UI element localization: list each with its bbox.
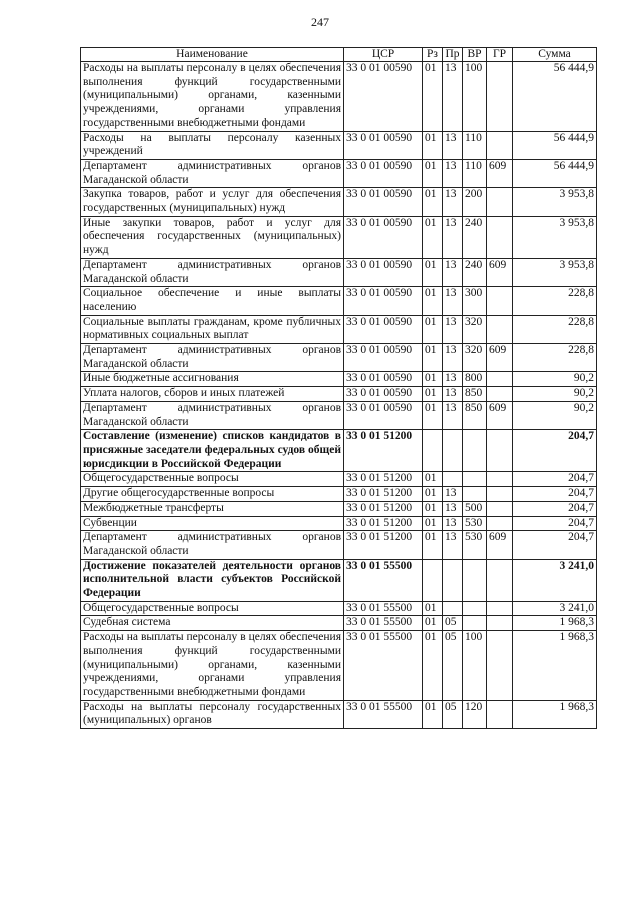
vr-cell: 100 <box>463 631 487 701</box>
csr-cell: 33 0 01 00590 <box>344 387 423 402</box>
budget-table <box>80 47 597 729</box>
sum-cell: 3 953,8 <box>513 216 597 258</box>
vr-cell: 240 <box>463 258 487 286</box>
sum-cell: 3 953,8 <box>513 188 597 216</box>
pr-cell: 13 <box>443 131 463 159</box>
table-row <box>81 430 597 472</box>
name-cell: Общегосударственные вопросы <box>81 472 344 487</box>
rz-cell: 01 <box>423 258 443 286</box>
table-row <box>81 315 597 343</box>
sum-cell: 56 444,9 <box>513 62 597 132</box>
gr-cell <box>487 188 513 216</box>
gr-cell <box>487 216 513 258</box>
pr-cell: 05 <box>443 700 463 728</box>
gr-cell <box>487 287 513 315</box>
pr-cell: 13 <box>443 159 463 187</box>
table-row <box>81 601 597 616</box>
name-cell: Департамент административных органов Магаданской области <box>81 344 344 372</box>
csr-cell: 33 0 01 55500 <box>344 616 423 631</box>
vr-cell: 850 <box>463 387 487 402</box>
name-cell: Иные бюджетные ассигнования <box>81 372 344 387</box>
name-cell: Достижение показателей деятельности органов исполнительной власти субъектов Российской Федерации <box>81 559 344 601</box>
rz-cell: 01 <box>423 216 443 258</box>
gr-cell <box>487 616 513 631</box>
table-body <box>81 62 597 729</box>
name-cell: Социальные выплаты гражданам, кроме публичных нормативных социальных выплат <box>81 315 344 343</box>
gr-cell <box>487 487 513 502</box>
header-rz: Рз <box>423 48 443 62</box>
pr-cell <box>443 559 463 601</box>
table-row <box>81 287 597 315</box>
pr-cell: 13 <box>443 344 463 372</box>
rz-cell: 01 <box>423 401 443 429</box>
csr-cell: 33 0 01 51200 <box>344 430 423 472</box>
pr-cell: 13 <box>443 501 463 516</box>
rz-cell: 01 <box>423 188 443 216</box>
table-row <box>81 387 597 402</box>
rz-cell: 01 <box>423 159 443 187</box>
vr-cell <box>463 430 487 472</box>
sum-cell: 3 241,0 <box>513 559 597 601</box>
vr-cell <box>463 472 487 487</box>
gr-cell <box>487 372 513 387</box>
csr-cell: 33 0 01 00590 <box>344 258 423 286</box>
rz-cell: 01 <box>423 344 443 372</box>
gr-cell <box>487 631 513 701</box>
table-row <box>81 616 597 631</box>
header-vr: ВР <box>463 48 487 62</box>
csr-cell: 33 0 01 00590 <box>344 188 423 216</box>
rz-cell: 01 <box>423 131 443 159</box>
table-row <box>81 559 597 601</box>
sum-cell: 204,7 <box>513 516 597 531</box>
name-cell: Расходы на выплаты персоналу государственных (муниципальных) органов <box>81 700 344 728</box>
name-cell: Департамент административных органов Магаданской области <box>81 531 344 559</box>
table-row <box>81 700 597 728</box>
gr-cell <box>487 700 513 728</box>
vr-cell: 530 <box>463 531 487 559</box>
vr-cell: 200 <box>463 188 487 216</box>
pr-cell: 13 <box>443 372 463 387</box>
sum-cell: 228,8 <box>513 287 597 315</box>
pr-cell: 13 <box>443 315 463 343</box>
csr-cell: 33 0 01 51200 <box>344 472 423 487</box>
header-csr: ЦСР <box>344 48 423 62</box>
rz-cell: 01 <box>423 487 443 502</box>
header-pr: Пр <box>443 48 463 62</box>
gr-cell <box>487 131 513 159</box>
name-cell: Департамент административных органов Магаданской области <box>81 159 344 187</box>
csr-cell: 33 0 01 55500 <box>344 559 423 601</box>
sum-cell: 1 968,3 <box>513 700 597 728</box>
name-cell: Составление (изменение) списков кандидатов в присяжные заседатели федеральных судов общей юрисдикции в Российской Федерации <box>81 430 344 472</box>
sum-cell: 90,2 <box>513 372 597 387</box>
vr-cell: 320 <box>463 315 487 343</box>
vr-cell: 120 <box>463 700 487 728</box>
vr-cell: 110 <box>463 159 487 187</box>
sum-cell: 204,7 <box>513 531 597 559</box>
name-cell: Уплата налогов, сборов и иных платежей <box>81 387 344 402</box>
sum-cell: 56 444,9 <box>513 131 597 159</box>
rz-cell: 01 <box>423 700 443 728</box>
csr-cell: 33 0 01 00590 <box>344 216 423 258</box>
header-name: Наименование <box>81 48 344 62</box>
name-cell: Департамент административных органов Магаданской области <box>81 401 344 429</box>
vr-cell: 800 <box>463 372 487 387</box>
table-row <box>81 472 597 487</box>
gr-cell <box>487 601 513 616</box>
table-row <box>81 501 597 516</box>
csr-cell: 33 0 01 00590 <box>344 401 423 429</box>
sum-cell: 1 968,3 <box>513 616 597 631</box>
gr-cell <box>487 472 513 487</box>
table-row <box>81 487 597 502</box>
rz-cell: 01 <box>423 601 443 616</box>
csr-cell: 33 0 01 00590 <box>344 315 423 343</box>
table-row <box>81 516 597 531</box>
vr-cell: 500 <box>463 501 487 516</box>
table-row <box>81 258 597 286</box>
vr-cell <box>463 616 487 631</box>
csr-cell: 33 0 01 51200 <box>344 516 423 531</box>
gr-cell <box>487 501 513 516</box>
vr-cell: 850 <box>463 401 487 429</box>
pr-cell <box>443 472 463 487</box>
csr-cell: 33 0 01 00590 <box>344 372 423 387</box>
pr-cell <box>443 430 463 472</box>
name-cell: Общегосударственные вопросы <box>81 601 344 616</box>
name-cell: Другие общегосударственные вопросы <box>81 487 344 502</box>
name-cell: Межбюджетные трансферты <box>81 501 344 516</box>
rz-cell: 01 <box>423 62 443 132</box>
name-cell: Расходы на выплаты персоналу в целях обеспечения выполнения функций государственными (муниципальными) органами, казенными учреждениями, органами управления государственными внебюджетными фондами <box>81 631 344 701</box>
vr-cell: 530 <box>463 516 487 531</box>
pr-cell: 13 <box>443 487 463 502</box>
table-row <box>81 131 597 159</box>
pr-cell: 13 <box>443 531 463 559</box>
name-cell: Судебная система <box>81 616 344 631</box>
pr-cell: 13 <box>443 287 463 315</box>
name-cell: Субвенции <box>81 516 344 531</box>
csr-cell: 33 0 01 55500 <box>344 631 423 701</box>
pr-cell: 13 <box>443 258 463 286</box>
sum-cell: 56 444,9 <box>513 159 597 187</box>
sum-cell: 1 968,3 <box>513 631 597 701</box>
rz-cell: 01 <box>423 472 443 487</box>
rz-cell <box>423 430 443 472</box>
pr-cell <box>443 601 463 616</box>
csr-cell: 33 0 01 51200 <box>344 487 423 502</box>
table-row <box>81 188 597 216</box>
name-cell: Расходы на выплаты персоналу в целях обеспечения выполнения функций государственными (муниципальными) органами, казенными учреждениями, органами управления государственными внебюджетными фондами <box>81 62 344 132</box>
gr-cell: 609 <box>487 159 513 187</box>
csr-cell: 33 0 01 00590 <box>344 344 423 372</box>
pr-cell: 05 <box>443 631 463 701</box>
vr-cell: 110 <box>463 131 487 159</box>
gr-cell: 609 <box>487 344 513 372</box>
vr-cell: 300 <box>463 287 487 315</box>
sum-cell: 204,7 <box>513 430 597 472</box>
rz-cell: 01 <box>423 531 443 559</box>
sum-cell: 204,7 <box>513 472 597 487</box>
vr-cell: 100 <box>463 62 487 132</box>
vr-cell <box>463 487 487 502</box>
sum-cell: 3 953,8 <box>513 258 597 286</box>
vr-cell <box>463 601 487 616</box>
gr-cell: 609 <box>487 531 513 559</box>
gr-cell <box>487 62 513 132</box>
csr-cell: 33 0 01 00590 <box>344 62 423 132</box>
vr-cell: 240 <box>463 216 487 258</box>
sum-cell: 228,8 <box>513 315 597 343</box>
sum-cell: 90,2 <box>513 401 597 429</box>
name-cell: Социальное обеспечение и иные выплаты населению <box>81 287 344 315</box>
gr-cell <box>487 315 513 343</box>
csr-cell: 33 0 01 00590 <box>344 287 423 315</box>
gr-cell <box>487 516 513 531</box>
csr-cell: 33 0 01 51200 <box>344 531 423 559</box>
sum-cell: 3 241,0 <box>513 601 597 616</box>
rz-cell: 01 <box>423 372 443 387</box>
pr-cell: 13 <box>443 62 463 132</box>
gr-cell: 609 <box>487 401 513 429</box>
pr-cell: 05 <box>443 616 463 631</box>
rz-cell: 01 <box>423 315 443 343</box>
gr-cell <box>487 430 513 472</box>
gr-cell <box>487 559 513 601</box>
table-header <box>81 48 597 62</box>
sum-cell: 90,2 <box>513 387 597 402</box>
name-cell: Иные закупки товаров, работ и услуг для обеспечения государственных (муниципальных) нужд <box>81 216 344 258</box>
pr-cell: 13 <box>443 401 463 429</box>
rz-cell: 01 <box>423 631 443 701</box>
header-row <box>81 48 597 62</box>
table-row <box>81 372 597 387</box>
rz-cell: 01 <box>423 287 443 315</box>
sum-cell: 204,7 <box>513 487 597 502</box>
pr-cell: 13 <box>443 387 463 402</box>
rz-cell: 01 <box>423 616 443 631</box>
csr-cell: 33 0 01 00590 <box>344 131 423 159</box>
rz-cell <box>423 559 443 601</box>
pr-cell: 13 <box>443 188 463 216</box>
rz-cell: 01 <box>423 387 443 402</box>
table-row <box>81 159 597 187</box>
csr-cell: 33 0 01 55500 <box>344 601 423 616</box>
pr-cell: 13 <box>443 516 463 531</box>
table-row <box>81 401 597 429</box>
rz-cell: 01 <box>423 516 443 531</box>
header-gr: ГР <box>487 48 513 62</box>
sum-cell: 228,8 <box>513 344 597 372</box>
vr-cell <box>463 559 487 601</box>
name-cell: Департамент административных органов Магаданской области <box>81 258 344 286</box>
table-row <box>81 631 597 701</box>
rz-cell: 01 <box>423 501 443 516</box>
table-row <box>81 62 597 132</box>
gr-cell <box>487 387 513 402</box>
page-number: 247 <box>311 15 329 29</box>
header-sum: Сумма <box>513 48 597 62</box>
csr-cell: 33 0 01 55500 <box>344 700 423 728</box>
table-row <box>81 531 597 559</box>
sum-cell: 204,7 <box>513 501 597 516</box>
csr-cell: 33 0 01 51200 <box>344 501 423 516</box>
table-row <box>81 344 597 372</box>
csr-cell: 33 0 01 00590 <box>344 159 423 187</box>
table-row <box>81 216 597 258</box>
gr-cell: 609 <box>487 258 513 286</box>
name-cell: Расходы на выплаты персоналу казенных учреждений <box>81 131 344 159</box>
pr-cell: 13 <box>443 216 463 258</box>
vr-cell: 320 <box>463 344 487 372</box>
name-cell: Закупка товаров, работ и услуг для обеспечения государственных (муниципальных) нужд <box>81 188 344 216</box>
